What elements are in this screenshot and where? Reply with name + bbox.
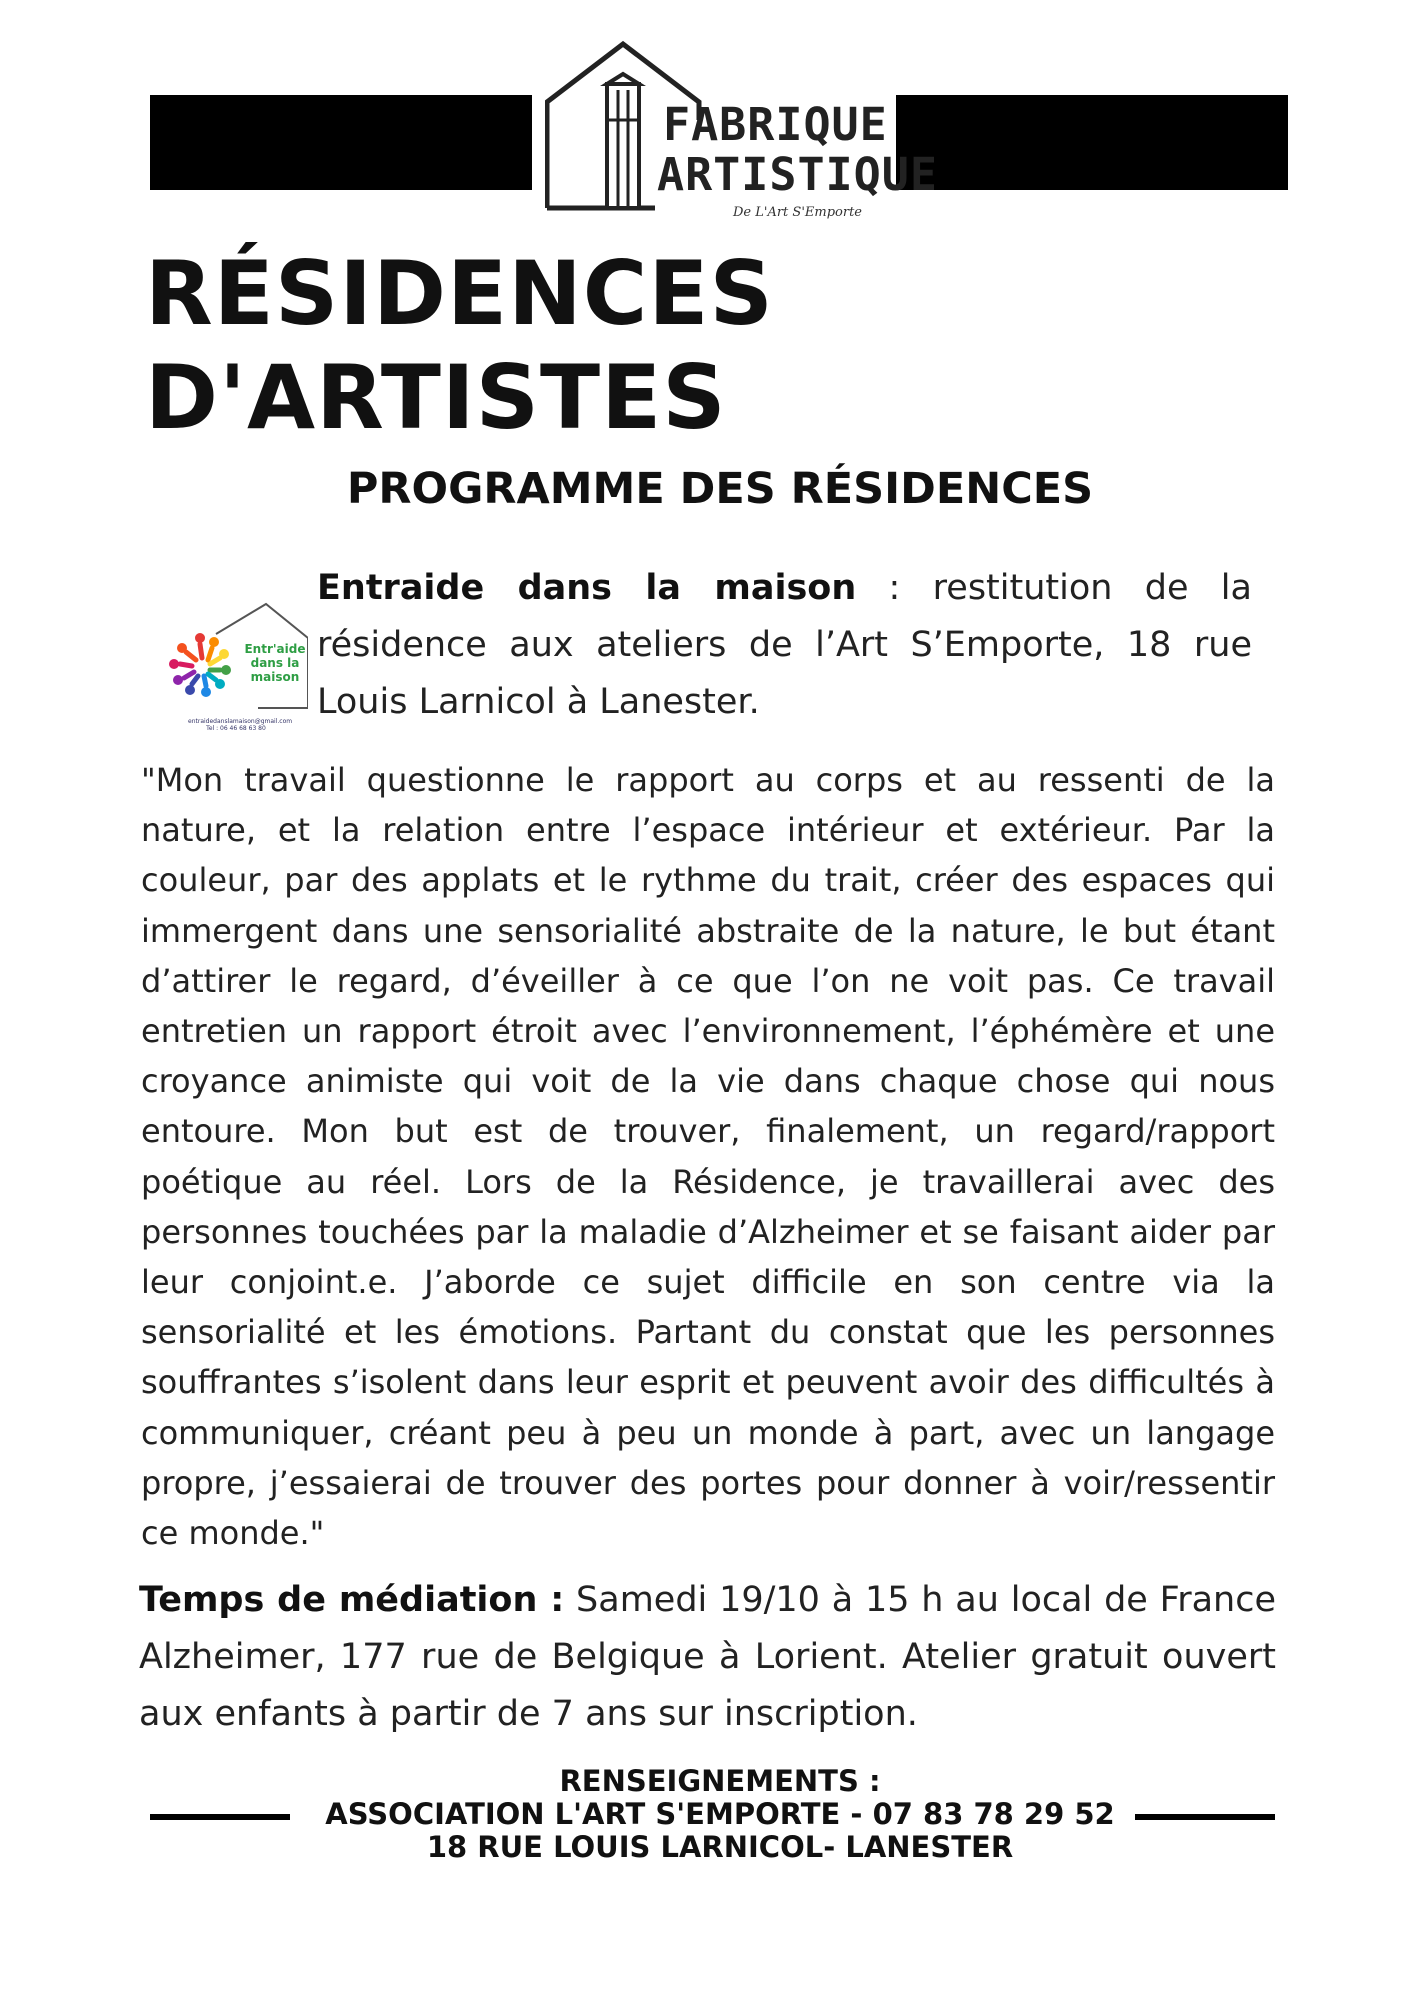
- artist-statement: "Mon travail questionne le rapport au corps et au ressenti de la nature, et la relation entre l’espace intérieur et extérieur. Par la couleur, par des applats et le rythme du trait, créer des espaces qui immergent dans une sensorialité abstraite de la nature, le but étant d’attirer le regard, d’éveiller à ce que l’on ne voit pas. Ce travail entretien un rapport étroit avec l’environnement, l’éphémère et une croyance animiste qui voit de la vie dans chaque chose qui nous entoure. Mon but est de trouver, finalement, un regard/rapport poétique au réel. Lors de la Résidence, je travaillerai avec des personnes touchées par la maladie d’Alzheimer et se faisant aider par leur conjoint.e. J’aborde ce sujet difficile en son centre via la sensorialité et les émotions. Partant du constat que les personnes souffrantes s’isolent dans leur esprit et peuvent avoir des difficultés à communiquer, créant peu à peu un monde à part, avec un langage propre, j’essaierai de trouver des portes pour donner à voir/ressentir ce monde.": [141, 761, 1275, 1553]
- fabrique-artistique-logo: [545, 40, 938, 240]
- page-title: [145, 242, 774, 450]
- contact-association-phone: ASSOCIATION L'ART S'EMPORTE - 07 83 78 29 52: [325, 1797, 1115, 1831]
- mediation-label: Temps de médiation :: [139, 1580, 565, 1620]
- section-subtitle: PROGRAMME DES RÉSIDENCES: [346, 464, 1094, 514]
- logo-text-fabrique: FABRIQUE: [663, 98, 888, 151]
- header-bar-left: [150, 95, 532, 190]
- logo-signature: De L'Art S'Emporte: [733, 205, 862, 220]
- residence-description: : restitution de la résidence aux ateliers de l’Art S’Emporte, 18 rue Louis Larnicol à Lanester.: [317, 568, 1252, 722]
- residence-name: Entraide dans la maison: [317, 568, 857, 608]
- residence-intro: [317, 560, 1252, 731]
- logo-text-artistique: ARTISTIQUE: [657, 148, 938, 201]
- contact-address: 18 RUE LOUIS LARNICOL- LANESTER: [426, 1830, 1014, 1864]
- contact-block: [0, 1765, 1414, 1864]
- title-line-2: D'ARTISTES: [145, 346, 727, 449]
- title-line-1: RÉSIDENCES: [145, 242, 774, 345]
- contact-heading: RENSEIGNEMENTS :: [559, 1764, 881, 1798]
- mediation-info: [139, 1572, 1276, 1743]
- entraide-logo-text: Entr'aide dans la maison: [244, 642, 306, 684]
- entraide-logo-contact: entraidedanslamaison@gmail.com Tel : 06 46 68 63 80: [188, 718, 293, 732]
- header-bar-right: [896, 95, 1288, 190]
- mediation-text: Samedi 19/10 à 15 h au local de France Alzheimer, 177 rue de Belgique à Lorient. Atelier gratuit ouvert aux enfants à partir de 7 ans sur inscription.: [139, 1580, 1276, 1734]
